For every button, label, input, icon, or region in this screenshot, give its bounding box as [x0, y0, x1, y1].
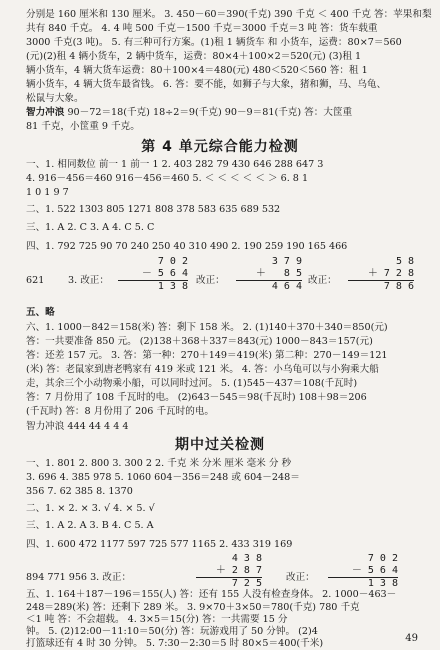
zhili-line — [26, 106, 432, 119]
text-line: 三、1. A 2. A 3. B 4. C 5. A — [26, 520, 154, 531]
text-line: 走，其余三个小动物乘小船，可以同时过河。 5. (1)545－437＝108(千瓦时) — [26, 378, 358, 389]
text-line: 五、略 — [26, 307, 55, 318]
text-line: (千瓦时) 答：8 月份用了 206 千瓦时的电。 — [26, 406, 215, 417]
text-line: 辆小货车，4 辆大货车运费：80＋100×4＝480(元) 480＜520＜560 答：租 1 — [26, 65, 368, 76]
section-title: 第 4 单元综合能力检测 — [141, 139, 299, 155]
calc-check-label: 改正： — [286, 572, 315, 583]
text-line: 二、1. × 2. × 3. √ 4. × 5. √ — [26, 503, 155, 514]
text-line: 共有 840 千克。 4. 4 吨 500 千克－1500 千克＝3000 千克＝3 吨 答：货车载重 — [26, 23, 378, 34]
vertical-calc: 5 8 ＋ 7 2 8 7 8 6 — [348, 256, 414, 293]
text-line: 一、1. 801 2. 800 3. 300 2 2. 千克 米 分米 厘米 毫米 分 秒 — [26, 458, 292, 469]
text-line: 辆小货车，4 辆大货车最省钱。 6. 答：要不能，如狮子与大象，猪和狮，马、乌龟、 — [26, 79, 387, 90]
text-line: ＜1 吨 答：不会超载。 4. 3×5＝15(分) 答：一共需要 15 分 — [26, 614, 288, 625]
text-line: 打篮球还有 4 时 30 分钟。 5. 7:30－2:30＝5 时 80×5＝400(千米) — [26, 638, 324, 649]
text-line: 894 771 956 3. 改正： — [26, 572, 132, 583]
text-line: 答：还差 157 元。 3. 答：第一种：270＋149＝419(米) 第二种：270－149＝121 — [26, 350, 388, 361]
zhili-line: 智力冲浪 444 44 4 4 4 — [26, 421, 129, 432]
text-line: 3000 千克(3 吨)。 5. 有三种可行方案。(1)租 1 辆货车 和 小货车，运费：80×7＝560 — [26, 37, 402, 48]
text-line: 81 千克，小筐重 9 千克。 — [26, 121, 140, 132]
text-line: 分别是 160 厘米和 130 厘米。 3. 450－60＝390(千克) 390 千克 ＜ 400 千克 答：苹果和梨 — [26, 9, 432, 20]
page-number: 49 — [405, 633, 418, 644]
text-line: (米) 答：老鼠家到唐老鸭家有 419 米或 121 米。 4. 答：小乌龟可以与小狗乘大船 — [26, 364, 379, 375]
calc-check-label: 改正： — [196, 275, 225, 286]
text-line: 五、1. 164＋187－196＝155(人) 答：还有 155 人没有检查身体。 2. 1000－463－ — [26, 589, 397, 600]
vertical-calc: 7 0 2 － 5 6 4 1 3 8 — [328, 553, 398, 590]
text-line: 二、1. 522 1303 805 1271 808 378 583 635 689 532 — [26, 204, 281, 215]
zhili-text: 90－72＝18(千克) 18÷2＝9(千克) 90－9＝81(千克) 答：大筐重 — [67, 107, 353, 118]
text-line: 四、1. 792 725 90 70 240 250 40 310 490 2. 190 259 190 165 466 — [26, 241, 348, 252]
text-line: 4. 916－456＝460 916－456＝460 5. ＜ ＜ ＜ ＜ ＜ ＞ 6. 8 1 — [26, 173, 309, 184]
text-line: (元)(2)租 4 辆小货车，2 辆中货车，运费：80×4＋100×2＝520(元) (3)租 1 — [26, 51, 362, 62]
vertical-calc: 4 3 8 ＋ 2 8 7 7 2 5 — [196, 553, 262, 590]
text-line: 356 7. 62 385 8. 1370 — [26, 486, 133, 497]
text-line: 248＝289(米) 答：还剩下 289 米。 3. 9×70＋3×50＝780(千克) 780 千克 — [26, 602, 360, 613]
text-line: 钟。 5. (2)12:00－11:10＝50(分) 答：玩游戏用了 50 分钟。 (2)4 — [26, 626, 318, 637]
text-line: 松鼠与大象。 — [26, 93, 84, 104]
text-line: 1 0 1 9 7 — [26, 187, 69, 198]
section-title: 期中过关检测 — [175, 437, 265, 453]
text-line: 四、1. 600 472 1177 597 725 577 1165 2. 433 319 169 — [26, 539, 293, 550]
text-line: 答：一共要准备 850 元。 (2)138＋368＋337＝843(元) 1000－843＝157(元) — [26, 336, 373, 347]
calc-check-label: 改正： — [308, 275, 337, 286]
vertical-calc: 3 7 9 ＋ 8 5 4 6 4 — [236, 256, 302, 293]
calc-check-label: 3. 改正： — [68, 275, 109, 286]
vertical-calc: 7 0 2 － 5 6 4 1 3 8 — [118, 256, 188, 293]
text-line: 3. 696 4. 385 978 5. 1060 604－356＝248 或 604－248＝ — [26, 472, 300, 483]
zhili-label: 智力冲浪 — [26, 107, 65, 118]
text-line: 一、1. 相同数位 前一 1 前一 1 2. 403 282 79 430 646 288 647 3 — [26, 159, 324, 170]
text-line: 六、1. 1000－842＝158(米) 答：剩下 158 米。 2. (1)140＋370＋340＝850(元) — [26, 322, 388, 333]
text-line: 答：7 月份用了 108 千瓦时的电。 (2)643－545＝98(千瓦时) 108＋98＝206 — [26, 392, 367, 403]
text-line: 三、1. A 2. C 3. A 4. C 5. C — [26, 222, 155, 233]
calc-label: 621 — [26, 275, 45, 286]
